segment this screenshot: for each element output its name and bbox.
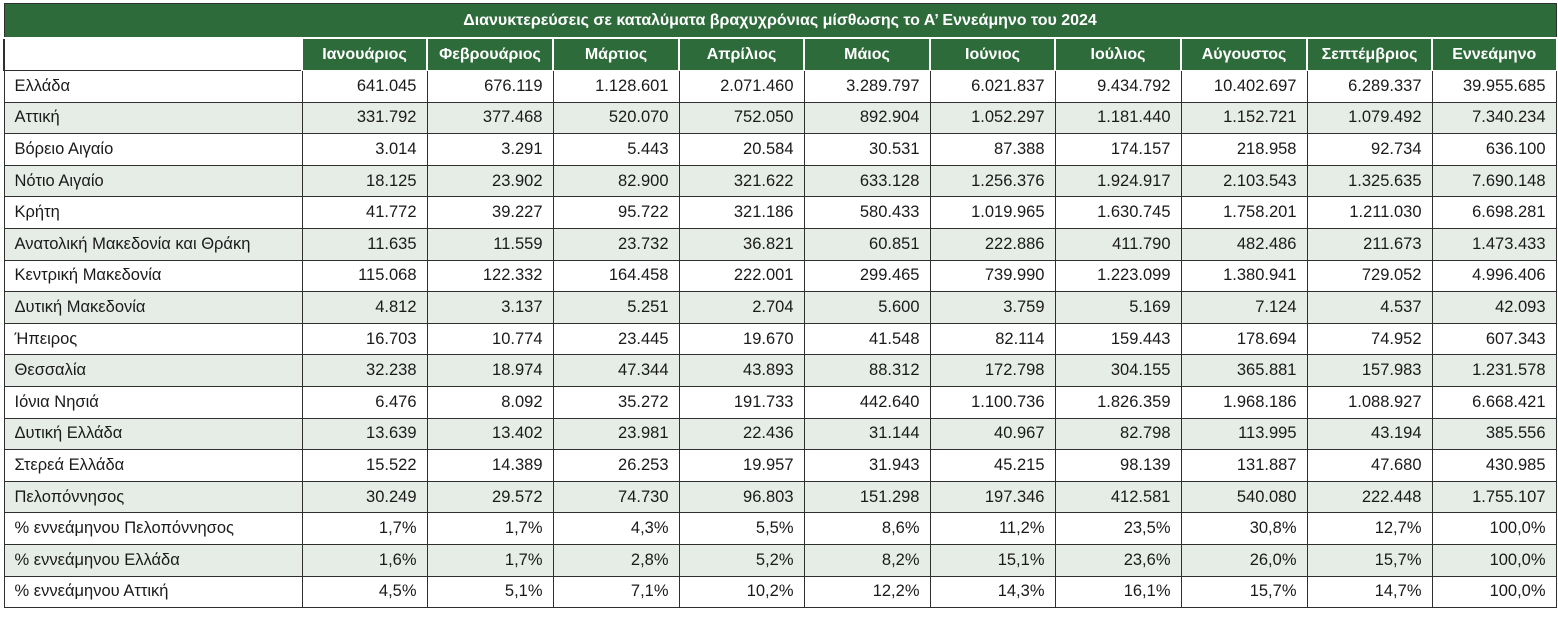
table-cell: 1.100.736 [930,386,1055,418]
column-header: Απρίλιος [679,38,804,71]
table-row [4,355,1556,387]
table-cell: 7.690.148 [1432,165,1556,197]
table-row [4,513,1556,545]
table-cell: 636.100 [1432,134,1556,166]
table-cell: 74.730 [553,481,679,513]
table-cell: 442.640 [804,386,930,418]
table-cell: 222.886 [930,228,1055,260]
table-cell: 92.734 [1307,134,1432,166]
table-cell: 1,6% [302,544,427,576]
column-header: Μάιος [804,38,930,71]
table-cell: 1.211.030 [1307,197,1432,229]
table-row [4,134,1556,166]
table-row [4,450,1556,482]
table-cell: 151.298 [804,481,930,513]
table-cell: 633.128 [804,165,930,197]
table-cell: 164.458 [553,260,679,292]
data-table-container [3,3,1555,628]
table-cell: 1.079.492 [1307,102,1432,134]
table-row [4,323,1556,355]
table-cell: 1.088.927 [1307,386,1432,418]
table-cell: 8,2% [804,544,930,576]
table-cell: 211.673 [1307,228,1432,260]
table-row [4,481,1556,513]
table-cell: 19.957 [679,450,804,482]
table-row [4,576,1556,608]
table-cell: 174.157 [1055,134,1181,166]
table-cell: 5,5% [679,513,804,545]
table-cell: 96.803 [679,481,804,513]
table-cell: 82.114 [930,323,1055,355]
table-cell: 1.968.186 [1181,386,1307,418]
column-header: Αύγουστος [1181,38,1307,71]
table-cell: 4.996.406 [1432,260,1556,292]
table-cell: 5.169 [1055,292,1181,324]
table-cell: 60.851 [804,228,930,260]
table-cell: 10.402.697 [1181,71,1307,103]
table-cell: 87.388 [930,134,1055,166]
table-cell: 26,0% [1181,544,1307,576]
table-cell: 131.887 [1181,450,1307,482]
table-cell: 321.186 [679,197,804,229]
table-row [4,228,1556,260]
table-cell: 3.291 [427,134,553,166]
table-cell: 100,0% [1432,576,1556,608]
table-cell: 18.125 [302,165,427,197]
table-cell: 19.670 [679,323,804,355]
table-cell: 892.904 [804,102,930,134]
table-cell: 122.332 [427,260,553,292]
table-cell: 42.093 [1432,292,1556,324]
table-cell: 31.144 [804,418,930,450]
row-label: Θεσσαλία [4,355,302,387]
table-cell: 6.289.337 [1307,71,1432,103]
table-cell: 23,6% [1055,544,1181,576]
row-label: Ήπειρος [4,323,302,355]
table-cell: 14,3% [930,576,1055,608]
table-cell: 540.080 [1181,481,1307,513]
table-cell: 222.448 [1307,481,1432,513]
table-cell: 35.272 [553,386,679,418]
table-cell: 88.312 [804,355,930,387]
table-cell: 218.958 [1181,134,1307,166]
table-cell: 10.774 [427,323,553,355]
table-cell: 113.995 [1181,418,1307,450]
table-row [4,260,1556,292]
table-cell: 8,6% [804,513,930,545]
table-cell: 1.152.721 [1181,102,1307,134]
table-cell: 10,2% [679,576,804,608]
table-cell: 482.486 [1181,228,1307,260]
table-cell: 23,5% [1055,513,1181,545]
table-cell: 580.433 [804,197,930,229]
table-cell: 1.630.745 [1055,197,1181,229]
table-cell: 23.732 [553,228,679,260]
table-cell: 3.014 [302,134,427,166]
table-cell: 31.943 [804,450,930,482]
table-cell: 13.639 [302,418,427,450]
table-cell: 1.019.965 [930,197,1055,229]
table-cell: 1.325.635 [1307,165,1432,197]
table-cell: 365.881 [1181,355,1307,387]
row-label: Δυτική Ελλάδα [4,418,302,450]
table-cell: 377.468 [427,102,553,134]
table-cell: 1.380.941 [1181,260,1307,292]
row-label: Ιόνια Νησιά [4,386,302,418]
table-cell: 45.215 [930,450,1055,482]
table-cell: 12,2% [804,576,930,608]
table-cell: 5,1% [427,576,553,608]
table-cell: 23.981 [553,418,679,450]
table-cell: 2.704 [679,292,804,324]
table-cell: 5.443 [553,134,679,166]
column-header: Ιούλιος [1055,38,1181,71]
table-cell: 321.622 [679,165,804,197]
table-cell: 15,1% [930,544,1055,576]
table-cell: 100,0% [1432,513,1556,545]
table-cell: 98.139 [1055,450,1181,482]
table-cell: 82.798 [1055,418,1181,450]
table-cell: 5,2% [679,544,804,576]
table-cell: 172.798 [930,355,1055,387]
table-cell: 4.537 [1307,292,1432,324]
table-cell: 178.694 [1181,323,1307,355]
table-cell: 82.900 [553,165,679,197]
table-row [4,386,1556,418]
table-cell: 1,7% [302,513,427,545]
table-cell: 6.476 [302,386,427,418]
table-cell: 607.343 [1432,323,1556,355]
table-row [4,292,1556,324]
table-cell: 1.181.440 [1055,102,1181,134]
table-row [4,165,1556,197]
table-cell: 1,7% [427,513,553,545]
row-label: Στερεά Ελλάδα [4,450,302,482]
table-cell: 4,5% [302,576,427,608]
row-label: Νότιο Αιγαίο [4,165,302,197]
table-cell: 15,7% [1307,544,1432,576]
row-label: Πελοπόννησος [4,481,302,513]
table-cell: 16.703 [302,323,427,355]
table-cell: 5.600 [804,292,930,324]
row-label: Βόρειο Αιγαίο [4,134,302,166]
column-header: Ιανουάριος [302,38,427,71]
table-cell: 7.340.234 [1432,102,1556,134]
table-cell: 304.155 [1055,355,1181,387]
table-cell: 6.668.421 [1432,386,1556,418]
table-cell: 430.985 [1432,450,1556,482]
table-cell: 26.253 [553,450,679,482]
table-cell: 30.531 [804,134,930,166]
table-cell: 2.103.543 [1181,165,1307,197]
table-cell: 12,7% [1307,513,1432,545]
table-cell: 222.001 [679,260,804,292]
table-cell: 11.635 [302,228,427,260]
table-cell: 8.092 [427,386,553,418]
table-cell: 2.071.460 [679,71,804,103]
table-cell: 15.522 [302,450,427,482]
row-label: % εννεάμηνου Αττική [4,576,302,608]
table-cell: 14,7% [1307,576,1432,608]
table-cell: 1.826.359 [1055,386,1181,418]
table-cell: 7.124 [1181,292,1307,324]
table-cell: 7,1% [553,576,679,608]
table-cell: 115.068 [302,260,427,292]
table-cell: 14.389 [427,450,553,482]
table-cell: 100,0% [1432,544,1556,576]
row-label: % εννεάμηνου Πελοπόννησος [4,513,302,545]
table-cell: 43.893 [679,355,804,387]
table-cell: 1.758.201 [1181,197,1307,229]
table-cell: 3.289.797 [804,71,930,103]
table-cell: 23.902 [427,165,553,197]
column-header: Ιούνιος [930,38,1055,71]
data-table [3,3,1557,608]
table-cell: 74.952 [1307,323,1432,355]
header-corner [4,38,302,71]
table-cell: 47.344 [553,355,679,387]
column-header: Φεβρουάριος [427,38,553,71]
row-label: Δυτική Μακεδονία [4,292,302,324]
table-cell: 1.223.099 [1055,260,1181,292]
row-label: Κρήτη [4,197,302,229]
table-cell: 1.128.601 [553,71,679,103]
table-cell: 411.790 [1055,228,1181,260]
table-cell: 11,2% [930,513,1055,545]
table-cell: 676.119 [427,71,553,103]
table-row [4,71,1556,103]
table-cell: 1,7% [427,544,553,576]
table-row [4,197,1556,229]
table-cell: 299.465 [804,260,930,292]
table-cell: 1.256.376 [930,165,1055,197]
row-label: Ελλάδα [4,71,302,103]
table-cell: 95.722 [553,197,679,229]
table-cell: 729.052 [1307,260,1432,292]
table-cell: 22.436 [679,418,804,450]
table-cell: 385.556 [1432,418,1556,450]
table-cell: 47.680 [1307,450,1432,482]
table-row [4,418,1556,450]
table-cell: 23.445 [553,323,679,355]
table-cell: 1.052.297 [930,102,1055,134]
table-cell: 4,3% [553,513,679,545]
row-label: Ανατολική Μακεδονία και Θράκη [4,228,302,260]
table-cell: 41.772 [302,197,427,229]
table-cell: 36.821 [679,228,804,260]
table-row [4,102,1556,134]
table-cell: 29.572 [427,481,553,513]
table-cell: 30,8% [1181,513,1307,545]
table-cell: 331.792 [302,102,427,134]
table-cell: 41.548 [804,323,930,355]
table-cell: 39.227 [427,197,553,229]
table-cell: 15,7% [1181,576,1307,608]
table-cell: 752.050 [679,102,804,134]
row-label: % εννεάμηνου Ελλάδα [4,544,302,576]
table-cell: 2,8% [553,544,679,576]
table-cell: 5.251 [553,292,679,324]
table-cell: 13.402 [427,418,553,450]
column-header: Μάρτιος [553,38,679,71]
table-cell: 1.473.433 [1432,228,1556,260]
table-body [4,71,1556,608]
table-cell: 30.249 [302,481,427,513]
table-cell: 197.346 [930,481,1055,513]
table-cell: 18.974 [427,355,553,387]
table-cell: 6.698.281 [1432,197,1556,229]
table-cell: 43.194 [1307,418,1432,450]
table-row [4,544,1556,576]
column-header: Σεπτέμβριος [1307,38,1432,71]
table-cell: 32.238 [302,355,427,387]
table-cell: 9.434.792 [1055,71,1181,103]
table-title: Διανυκτερεύσεις σε καταλύματα βραχυχρόνιας μίσθωσης το Α’ Εννεάμηνο του 2024 [4,4,1556,39]
table-cell: 11.559 [427,228,553,260]
row-label: Αττική [4,102,302,134]
table-cell: 39.955.685 [1432,71,1556,103]
row-label: Κεντρική Μακεδονία [4,260,302,292]
table-cell: 16,1% [1055,576,1181,608]
table-cell: 739.990 [930,260,1055,292]
table-cell: 159.443 [1055,323,1181,355]
table-cell: 1.231.578 [1432,355,1556,387]
table-cell: 1.755.107 [1432,481,1556,513]
table-cell: 40.967 [930,418,1055,450]
table-cell: 6.021.837 [930,71,1055,103]
table-cell: 1.924.917 [1055,165,1181,197]
table-cell: 520.070 [553,102,679,134]
table-cell: 3.759 [930,292,1055,324]
table-cell: 412.581 [1055,481,1181,513]
table-cell: 641.045 [302,71,427,103]
table-cell: 191.733 [679,386,804,418]
table-cell: 3.137 [427,292,553,324]
table-cell: 157.983 [1307,355,1432,387]
table-cell: 20.584 [679,134,804,166]
table-cell: 4.812 [302,292,427,324]
column-header: Εννεάμηνο [1432,38,1556,71]
header-row [4,38,1556,71]
